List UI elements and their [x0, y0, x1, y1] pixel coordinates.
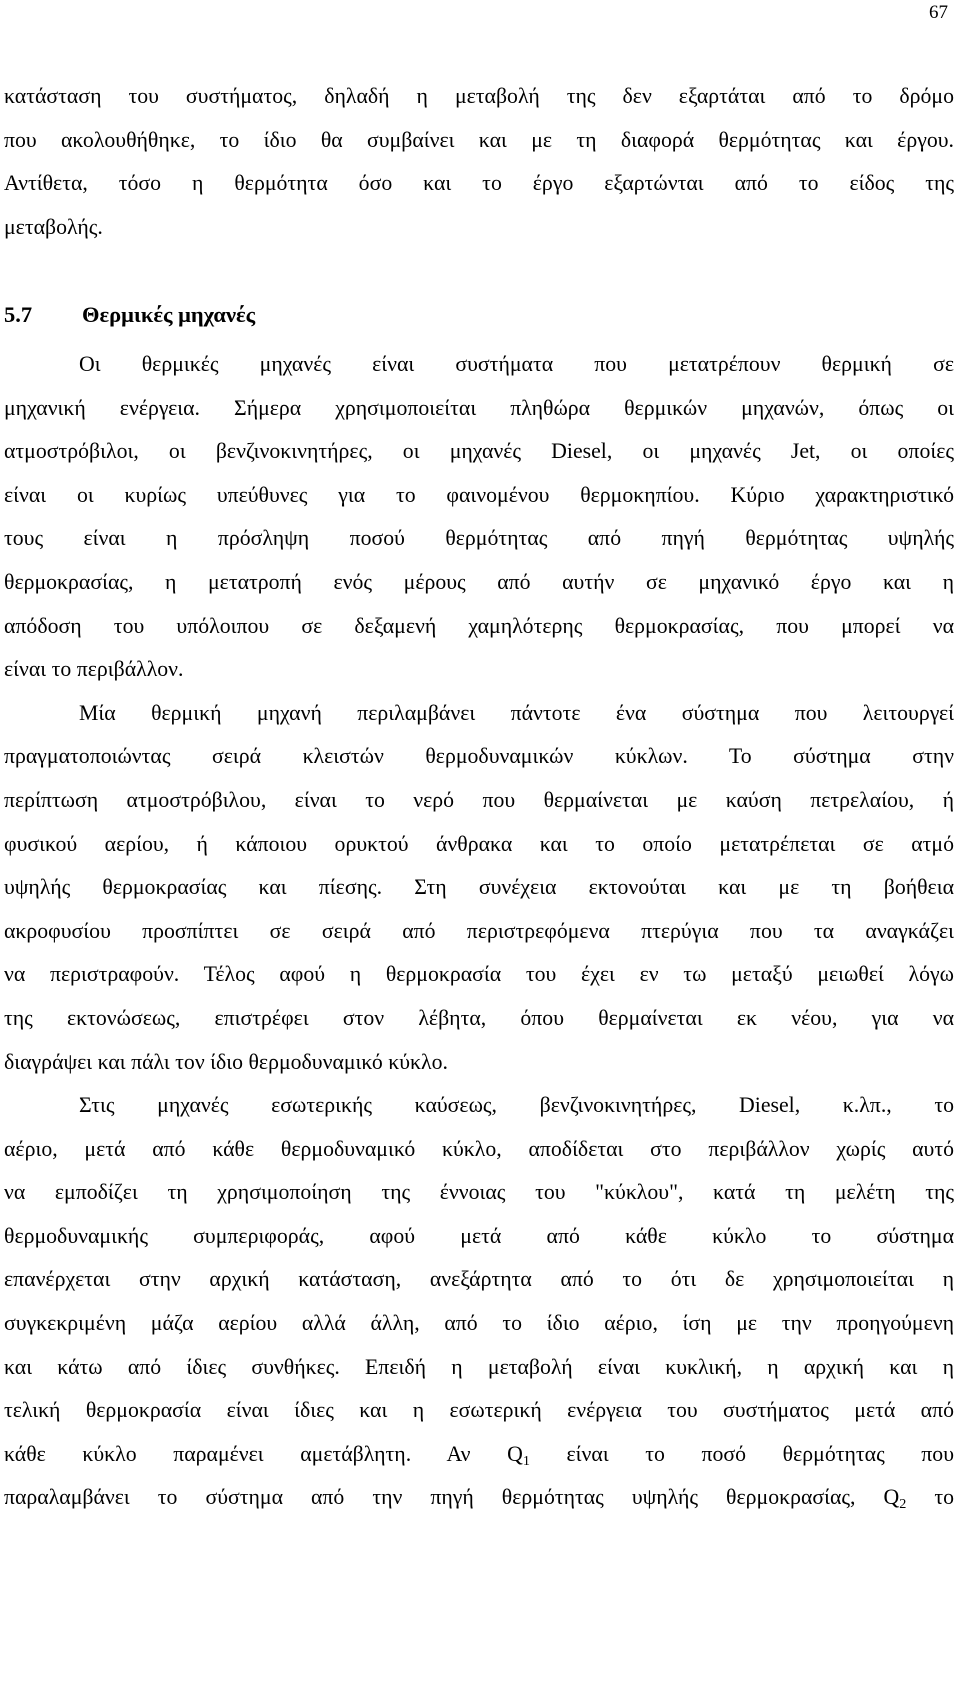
- text-line: απόδοση του υπόλοιπου σε δεξαμενή χαμηλότερης θερμοκρασίας, που μπορεί να: [4, 613, 954, 638]
- body-text: [4, 75, 954, 249]
- text-line: θερμοκρασίας, η μετατροπή ενός μέρους από αυτήν σε μηχανικό έργο και η: [4, 569, 954, 594]
- body-text-main: [4, 343, 954, 1520]
- text-line: ακροφυσίου προσπίπτει σε σειρά από περιστρεφόμενα πτερύγια που τα αναγκάζει: [4, 918, 954, 943]
- subscript: 1: [522, 1452, 530, 1469]
- text-line: τους είναι η πρόσληψη ποσού θερμότητας από πηγή θερμότητας υψηλής: [4, 526, 954, 551]
- text-line: είναι οι κυρίως υπεύθυνες για το φαινομένου θερμοκηπίου. Κύριο χαρακτηριστικό: [4, 482, 954, 507]
- text-line: της εκτονώσεως, επιστρέφει στον λέβητα, όπου θερμαίνεται εκ νέου, για να: [4, 1005, 954, 1030]
- text-line: είναι το περιβάλλον.: [4, 657, 184, 682]
- section-number: 5.7: [4, 302, 33, 327]
- text-line: κατάσταση του συστήματος, δηλαδή η μεταβολή της δεν εξαρτάται από το δρόμο: [4, 84, 954, 108]
- subscript: 2: [899, 1496, 907, 1513]
- text-line: [4, 1476, 954, 1520]
- section-heading: [4, 302, 255, 328]
- text-line: φυσικού αερίου, ή κάποιου ορυκτού άνθρακα και το οποίο μετατρέπεται σε ατμό: [4, 831, 954, 856]
- text-fragment: κάθε κύκλο παραμένει αμετάβλητη. Αν Q: [4, 1441, 523, 1466]
- text-fragment: παραλαμβάνει το σύστημα από την πηγή θερμότητας υψηλής θερμοκρασίας, Q: [4, 1485, 900, 1510]
- text-line: περίπτωση ατμοστρόβιλου, είναι το νερό που θερμαίνεται με καύση πετρελαίου, ή: [4, 787, 954, 812]
- text-line: υψηλής θερμοκρασίας και πίεσης. Στη συνέχεια εκτονούται και με τη βοήθεια: [4, 875, 954, 900]
- text-line: μεταβολής.: [4, 214, 103, 239]
- text-line: επανέρχεται στην αρχική κατάσταση, ανεξάρτητα από το ότι δε χρησιμοποιείται η: [4, 1267, 954, 1292]
- text-line: να εμποδίζει τη χρησιμοποίηση της έννοιας του "κύκλου", κατά τη μελέτη της: [4, 1180, 954, 1205]
- text-line: Στις μηχανές εσωτερικής καύσεως, βενζινοκινητήρες, Diesel, κ.λπ., το: [79, 1093, 954, 1118]
- text-line: Μία θερμική μηχανή περιλαμβάνει πάντοτε ένα σύστημα που λειτουργεί: [79, 700, 954, 725]
- text-line: [4, 1433, 954, 1477]
- text-line: πραγματοποιώντας σειρά κλειστών θερμοδυναμικών κύκλων. Το σύστημα στην: [4, 744, 954, 769]
- text-line: θερμοδυναμικής συμπεριφοράς, αφού μετά από κάθε κύκλο το σύστημα: [4, 1223, 954, 1248]
- text-line: ατμοστρόβιλοι, οι βενζινοκινητήρες, οι μηχανές Diesel, οι μηχανές Jet, οι οποίες: [4, 439, 954, 464]
- text-line: να περιστραφούν. Τέλος αφού η θερμοκρασία του έχει εν τω μεταξύ μειωθεί λόγω: [4, 962, 954, 987]
- text-line: που ακολουθήθηκε, το ίδιο θα συμβαίνει και με τη διαφορά θερμότητας και έργου.: [4, 127, 954, 152]
- text-line: διαγράψει και πάλι τον ίδιο θερμοδυναμικό κύκλο.: [4, 1049, 448, 1074]
- text-line: και κάτω από ίδιες συνθήκες. Επειδή η μεταβολή είναι κυκλική, η αρχική και η: [4, 1354, 954, 1379]
- text-fragment: είναι το ποσό θερμότητας που: [529, 1441, 954, 1466]
- text-line: τελική θερμοκρασία είναι ίδιες και η εσωτερική ενέργεια του συστήματος μετά από: [4, 1398, 954, 1423]
- text-fragment: το: [906, 1485, 955, 1510]
- text-line: μηχανική ενέργεια. Σήμερα χρησιμοποιείται πληθώρα θερμικών μηχανών, όπως οι: [4, 395, 954, 420]
- text-line: συγκεκριμένη μάζα αερίου αλλά άλλη, από το ίδιο αέριο, ίση με την προηγούμενη: [4, 1311, 954, 1336]
- text-line: Οι θερμικές μηχανές είναι συστήματα που μετατρέπουν θερμική σε: [79, 352, 954, 376]
- text-line: Αντίθετα, τόσο η θερμότητα όσο και το έργο εξαρτώνται από το είδος της: [4, 171, 954, 196]
- text-line: αέριο, μετά από κάθε θερμοδυναμικό κύκλο, αποδίδεται στο περιβάλλον χωρίς αυτό: [4, 1136, 954, 1161]
- page-number: 67: [929, 2, 948, 23]
- section-title: Θερμικές μηχανές: [82, 302, 256, 327]
